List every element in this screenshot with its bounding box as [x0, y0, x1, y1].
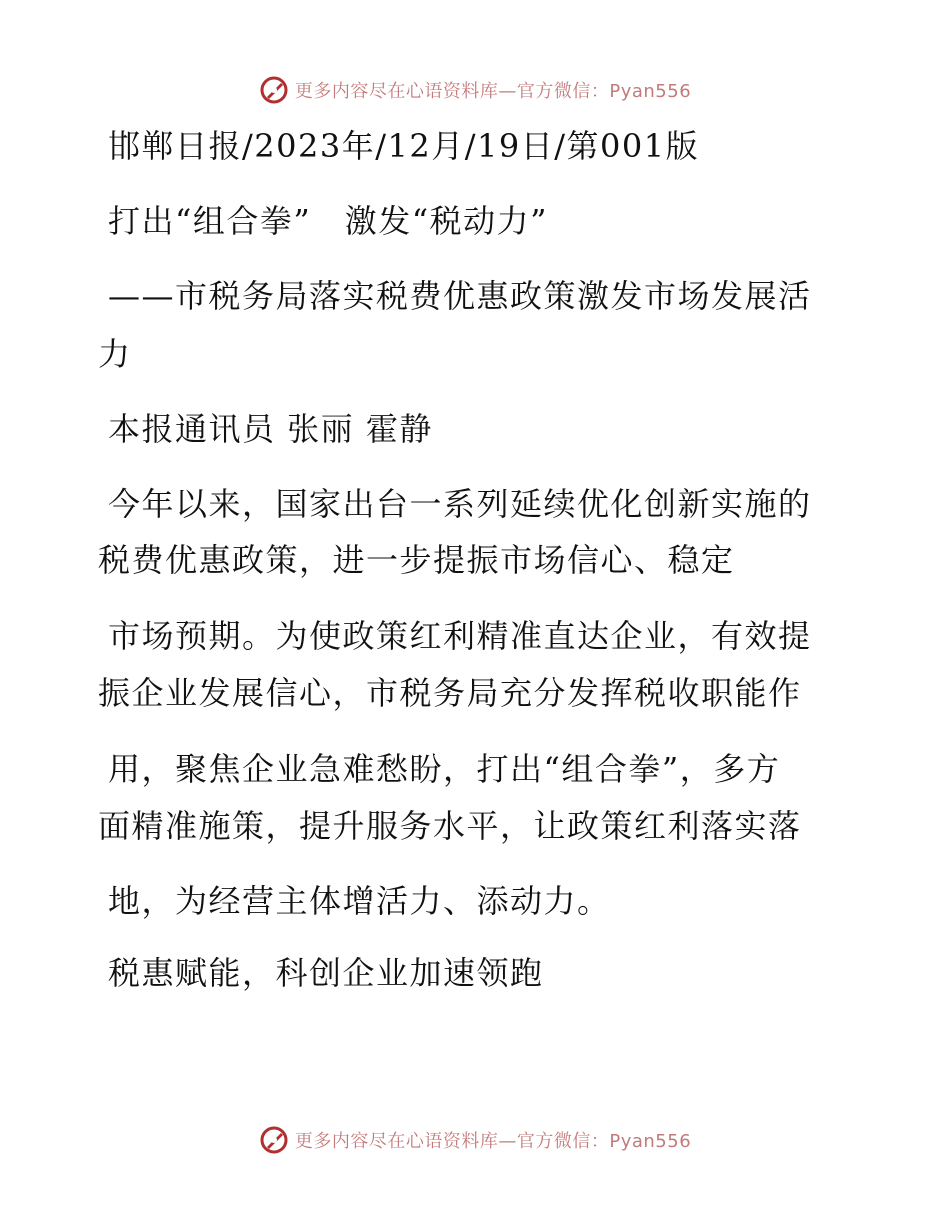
paragraph-line: 用，聚焦企业急难愁盼，打出“组合拳”，多方	[108, 750, 781, 788]
footer-watermark	[0, 1120, 950, 1160]
subheadline-continued: 力	[98, 335, 132, 373]
header-watermark	[0, 70, 950, 110]
pen-logo-icon	[259, 75, 289, 105]
paragraph-line: 振企业发展信心，市税务局充分发挥税收职能作	[98, 674, 802, 712]
watermark-text: 更多内容尽在心语资料库—官方微信：Pyan556	[294, 1131, 692, 1152]
paragraph-line: 税费优惠政策，进一步提振市场信心、稳定	[98, 541, 735, 579]
paragraph-line: 面精准施策，提升服务水平，让政策红利落实落	[98, 807, 802, 845]
paragraph-line: 今年以来，国家出台一系列延续优化创新实施的	[108, 485, 812, 523]
paragraph-line: 市场预期。为使政策红利精准直达企业，有效提	[108, 617, 812, 655]
pen-logo-icon	[259, 1125, 289, 1155]
watermark-text: 更多内容尽在心语资料库—官方微信：Pyan556	[294, 81, 692, 102]
byline: 本报通讯员 张丽 霍静	[108, 410, 433, 448]
section-heading: 税惠赋能，科创企业加速领跑	[108, 954, 544, 992]
paragraph-line: 地，为经营主体增活力、添动力。	[108, 882, 611, 920]
dateline: 邯郸日报/2023年/12月/19日/第001版	[108, 127, 700, 165]
headline: 打出“组合拳” 激发“税动力”	[108, 202, 548, 240]
subheadline: ——市税务局落实税费优惠政策激发市场发展活	[108, 277, 812, 315]
